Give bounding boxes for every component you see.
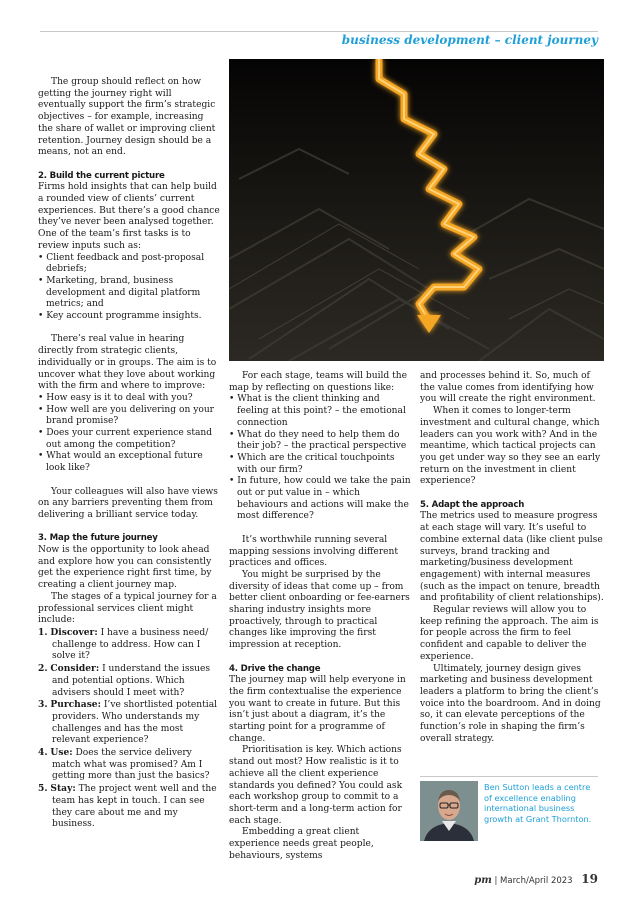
- paragraph: Firms hold insights that can help build a rounded view of clients’ current experiences. But there’s a good chance they’ve never been analysed together. One of the team’s first tasks is to review inputs such as:: [38, 182, 220, 251]
- author-photo: [420, 781, 478, 841]
- stage-item: 1. Discover: I have a business need/ challenge to address. How can I solve it?: [38, 626, 209, 662]
- bullet-item: • How easy is it to deal with you?: [38, 392, 193, 403]
- paragraph: The stages of a typical journey for a professional services client might include:: [38, 591, 217, 626]
- section-heading: 2. Build the current picture: [38, 170, 165, 181]
- paragraph: You might be surprised by the diversity of ideas that come up – from better client onboarding or fee-earners sharing industry insights more proactively, through to practical changes like improving the first impression at reception.: [229, 569, 410, 651]
- section-heading: 5. Adapt the approach: [420, 499, 525, 510]
- bullet-item: • Client feedback and post-proposal debriefs;: [38, 252, 205, 275]
- paragraph: Now is the opportunity to look ahead and explore how you can consistently get the experience right first time, by creating a client journey map.: [38, 545, 212, 591]
- bullet-item: • Which are the critical touchpoints with our firm?: [229, 452, 395, 475]
- stage-item: 3. Purchase: I’ve shortlisted potential providers. Who understands my challenges and has the most relevant experience?: [38, 699, 218, 746]
- bullet-item: • What would an exceptional future look like?: [38, 451, 203, 474]
- paragraph: Embedding a great client experience needs great people, behaviours, systems: [229, 827, 374, 861]
- bullet-item: • What do they need to help them do their job? – the practical perspective: [229, 429, 407, 452]
- header-rule: [40, 31, 598, 32]
- paragraph: and processes behind it. So, much of the value comes from identifying how you will create the right environment.: [420, 371, 596, 405]
- column-3: [420, 371, 604, 745]
- stage-item: 2. Consider: I understand the issues and potential options. Which advisers should I meet with?: [38, 663, 211, 698]
- page-number: 19: [581, 872, 598, 886]
- issue-date: | March/April 2023: [494, 876, 573, 886]
- paragraph: Your colleagues will also have views on any barriers preventing them from delivering a brilliant service today.: [38, 486, 218, 520]
- paragraph: The journey map will help everyone in the firm contextualise the experience you want to create in future. But this isn’t just about a diagram, it’s the starting point for a programme of change.: [229, 675, 406, 744]
- section-heading: 4. Drive the change: [229, 663, 321, 674]
- bio-rule: [420, 776, 598, 777]
- paragraph: There’s real value in hearing directly from strategic clients, individually or in groups. The aim is to uncover what they love about working with the firm and where to improve:: [38, 334, 217, 392]
- paragraph: Ultimately, journey design gives marketing and business development leaders a platform to bring the client’s voice into the boardroom. And in doing so, it can elevate perceptions of the function’s role in shaping the firm’s overall strategy.: [420, 663, 601, 744]
- section-header: business development – client journey: [341, 33, 598, 47]
- stage-item: 5. Stay: The project went well and the team has kept in touch. I can see they care about me and my business.: [38, 783, 217, 830]
- paragraph: The group should reflect on how getting the journey right will eventually support the firm’s strategic objectives – for example, increasing the share of wallet or improving client retention. Journey design should be a means, not an end.: [38, 77, 216, 158]
- bullet-item: • What is the client thinking and feeling at this point? – the emotional connection: [229, 394, 406, 428]
- maze-photo: [229, 59, 604, 361]
- paragraph: It’s worthwhile running several mapping sessions involving different practices and offices.: [229, 534, 399, 569]
- paragraph: For each stage, teams will build the map by reflecting on questions like:: [229, 371, 408, 393]
- bullet-item: • Key account programme insights.: [38, 311, 202, 322]
- paragraph: When it comes to longer-term investment and cultural change, which leaders can you work with? And in the meantime, which tactical projects can you get under way so they see an early return on the investment in client experience?: [420, 406, 601, 487]
- author-bio: Ben Sutton leads a centre of excellence enabling international business growth at Grant Thornton.: [484, 782, 592, 824]
- paragraph: Prioritisation is key. Which actions stand out most? How realistic is it to achieve all the client experience standards you defined? You could ask each workshop group to commit to a short-term and a long-term action for each stage.: [229, 745, 403, 826]
- paragraph: The metrics used to measure progress at each stage will vary. It’s useful to combine external data (like client pulse surveys, brand tracking and marketing/business development engagement) with internal measures (such as the impact on tenure, breadth and profitability of client relationships).: [420, 511, 604, 604]
- column-1: [38, 77, 220, 831]
- page-footer: [474, 872, 598, 886]
- bullet-item: • How well are you delivering on your brand promise?: [38, 404, 215, 427]
- bullet-item: • Marketing, brand, business development and digital platform metrics; and: [38, 275, 201, 310]
- stage-item: 4. Use: Does the service delivery match what was promised? Am I getting more than just the basics?: [38, 747, 210, 782]
- bullet-item: • In future, how could we take the pain out or put value in – which behaviours and actions will make the most difference?: [229, 476, 411, 522]
- magazine-name: pm: [474, 875, 492, 886]
- paragraph: Regular reviews will allow you to keep refining the approach. The aim is for people across the firm to feel confident and capable to deliver the experience.: [420, 605, 599, 662]
- column-2: [229, 371, 412, 863]
- section-heading: 3. Map the future journey: [38, 533, 158, 544]
- bullet-item: • Does your current experience stand out among the competition?: [38, 428, 213, 450]
